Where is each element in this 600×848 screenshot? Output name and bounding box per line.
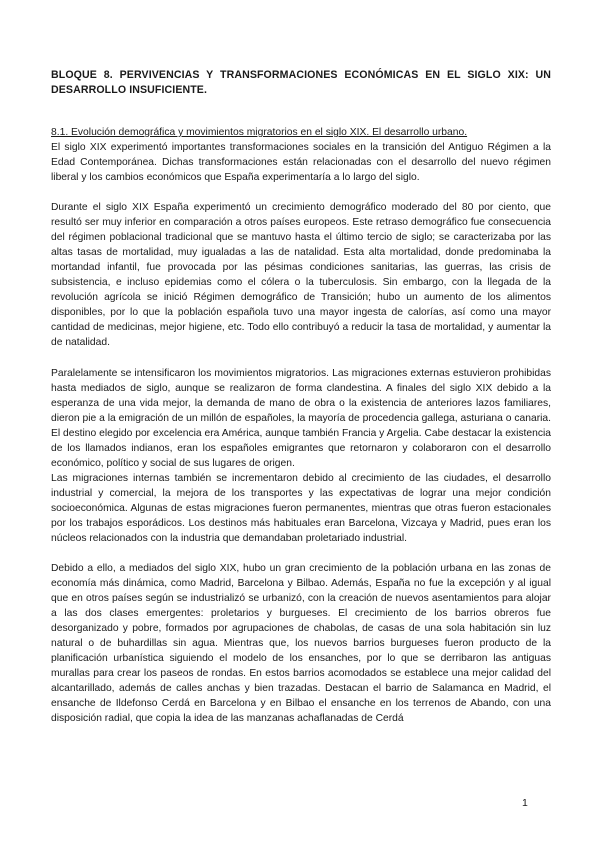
paragraph-external-migration: Paralelamente se intensificaron los movimientos migratorios. Las migraciones externas estuvieron prohibidas hasta mediados de siglo, aunque se realizaron de forma clandestina. A finales del siglo XIX debido a la esperanza de una vida mejor, la demanda de mano de obra o la existencia de anteriores lazos familiares, dieron pie a la emigración de un millón de españoles, la mayoría de procedencia gallega, asturiana o canaria. El destino elegido por excelencia era América, aunque también Francia y Argelia. Cabe destacar la existencia de los llamados indianos, eran los españoles emigrantes que retornaron y colaboraron con el desarrollo económico, político y social de sus lugares de origen. [51,368,551,469]
document-title: BLOQUE 8. PERVIVENCIAS Y TRANSFORMACIONES ECONÓMICAS EN EL SIGLO XIX: UN DESARROLLO INSUFICIENTE. [51,69,551,96]
paragraph-urban-development: Debido a ello, a mediados del siglo XIX, hubo un gran crecimiento de la población urbana en las zonas de economía más dinámica, como Madrid, Barcelona y Bilbao. Además, España no fue la excepción y al igual que en otros países según se industrializó se urbanizó, con la creación de nuevos asentamientos para alojar a las dos clases emergentes: proletarios y burgueses. El crecimiento de los barrios obreros fue desorganizado y pobre, formados por agrupaciones de chabolas, de casas de una sola habitación sin luz natural o de buhardillas sin agua. Mientras que, los nuevos barrios burgueses fueron producto de la planificación urbanística siguiendo el modelo de los ensanches, por lo que se derribaron las antiguas murallas para crear los paseos de rondas. En estos barrios acomodados se establece una mejor calidad del alcantarillado, además de calles anchas y bien trazadas. Destacan el barrio de Salamanca en Madrid, el ensanche de Ildefonso Cerdá en Barcelona y en Bilbao el ensanche en los terrenos de Abando, con una disposición radial, que copia la idea de las manzanas achaflanadas de Cerdá [51,563,551,724]
paragraph-internal-migration: Las migraciones internas también se incrementaron debido al crecimiento de las ciudades, el desarrollo industrial y comercial, la mejora de los transportes y las expectativas de lograr una mejor condición socioeconómica. Algunas de estas migraciones fueron permanentes, mientras que otras fueron estacionales por los trabajos esporádicos. Los destinos más habituales eran Barcelona, Vizcaya y Madrid, pues eran los núcleos relacionados con la industria que demandaban proletariado industrial. [51,473,551,544]
paragraph-intro: El siglo XIX experimentó importantes transformaciones sociales en la transición del Antiguo Régimen a la Edad Contemporánea. Dichas transformaciones están relacionadas con el desarrollo del nuevo régimen liberal y los cambios económicos que España experimentaría a lo largo del siglo. [51,142,551,183]
paragraph-demography: Durante el siglo XIX España experimentó un crecimiento demográfico moderado del 80 por ciento, que resultó ser muy inferior en comparación a otros países europeos. Este retraso demográfico fue consecuencia del régimen poblacional tradicional que se mantuvo hasta el último tercio de siglo; se caracterizaba por las altas tasas de mortalidad, muy igualadas a las de natalidad. Esta alta mortalidad, donde predominaba la mortandad infantil, fue provocada por las pésimas condiciones sanitarias, las guerras, las crisis de subsistencia, e incluso epidemias como el cólera o la tuberculosis. Sin embargo, con la llegada de la revolución agrícola se inició Régimen demográfico de Transición; hubo un aumento de los alimentos disponibles, por lo que la población española tuvo una mayor ingesta de calorías, así como una mayor cantidad de medicinas, mejor higiene, etc. Todo ello contribuyó a reducir la tasa de mortalidad, y aumentar la de natalidad. [51,202,551,348]
section-heading: 8.1. Evolución demográfica y movimientos migratorios en el siglo XIX. El desarrollo urbano. [51,127,468,138]
document-body [51,68,551,726]
page-number: 1 [522,797,528,809]
